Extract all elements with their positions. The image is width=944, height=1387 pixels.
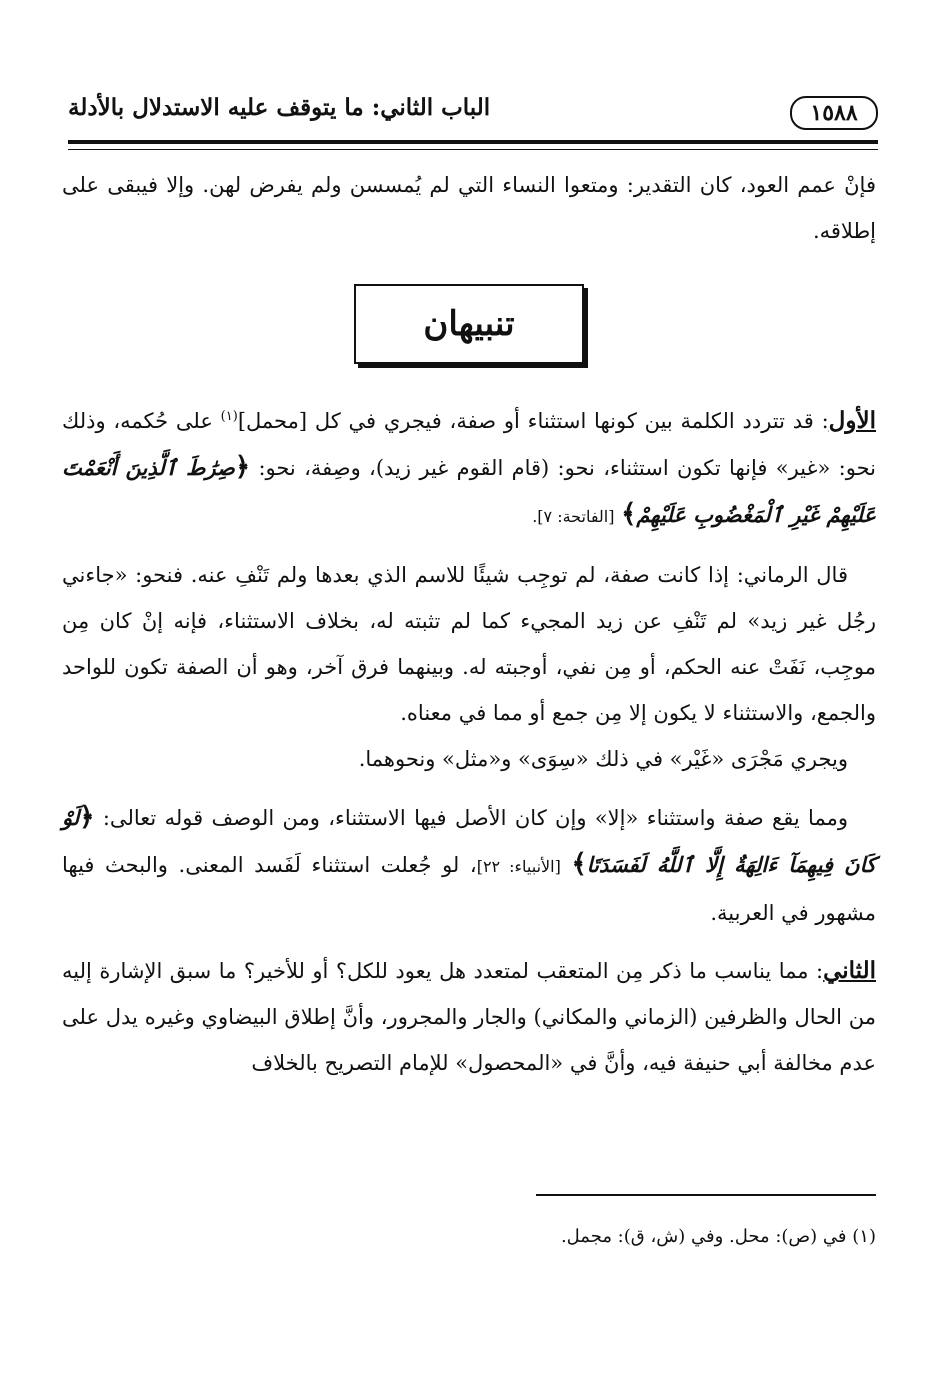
page-number: ١٥٨٨ [790, 96, 878, 130]
quran-open-bracket: ﴿ [234, 452, 251, 482]
page-header [68, 92, 878, 132]
intro-paragraph: فإنْ عمم العود، كان التقدير: ومتعوا النساء التي لم يُمسسن ولم يفرض لهن. وإلا فيبقى على إطلاقه. [62, 173, 876, 243]
footnote-rule [536, 1194, 876, 1196]
first-note [62, 398, 876, 540]
rummani-section [62, 552, 876, 782]
quran-verse-anbiya: لَوْ كَانَ فِيهِمَآ ءَالِهَةٌ إِلَّا ٱللَّهُ لَفَسَدَتَا [62, 805, 876, 877]
illa-text-a: ومما يقع صفة واستثناء «إلا» وإن كان الأصل فيها الاستثناء، ومن الوصف قوله تعالى: [102, 806, 848, 830]
notice-box-wrap [62, 284, 876, 364]
rummani-paragraph: قال الرماني: إذا كانت صفة، لم توجِب شيئًا للاسم الذي بعدها ولم تَنْفِ عنه. فنحو: «جاءني رجُل غير زيد» لم تَنْفِ عن زيد المجيء كما لم تثبته له، بخلاف الاستثناء، فإنه إنْ كان مِن موجِب، نَفَتْ عنه الحكم، أو مِن نفي، أوجبته له. وبينهما فرق آخر، وهو أن الصفة تكون للواحد والجمع، والاستثناء لا يكون إلا مِن جمع أو مما في معناه. [62, 563, 876, 725]
first-note-para-1 [62, 398, 876, 540]
illa-paragraph [62, 794, 876, 936]
first-note-text-b: على حُكمه، وذلك نحو: «غير» فإنها تكون استثناء، نحو: (قام القوم غير زيد)، وصِفة، نحو: [62, 409, 876, 480]
second-note-paragraph [62, 948, 876, 1086]
header-rule-thin [68, 149, 878, 150]
second-note-lead: الثاني [823, 957, 876, 984]
notice-title-box: تنبيهان [354, 284, 584, 364]
first-note-text-a: : قد تتردد الكلمة بين كونها استثناء أو صفة، فيجري في كل [محمل] [237, 409, 829, 433]
chapter-title: الباب الثاني: ما يتوقف عليه الاستدلال بالأدلة [68, 94, 491, 121]
quran-verse-fatiha: صِرَٰطَ ٱلَّذِينَ أَنْعَمْتَ عَلَيْهِمْ غَيْرِ ٱلْمَغْضُوبِ عَلَيْهِمْ [62, 455, 876, 527]
page-body [62, 162, 876, 1098]
ghair-paragraph: ويجري مَجْرَى «غَيْر» في ذلك «سِوَى» و«مثل» ونحوهما. [358, 747, 848, 771]
quran-open-bracket-2: ﴿ [79, 802, 95, 832]
second-note [62, 948, 876, 1086]
footnote-1: (١) في (ص): محل. وفي (ش، ق): مجمل. [560, 1226, 876, 1247]
quran-ref-anbiya: [الأنبياء: ٢٢] [476, 857, 561, 876]
quran-close-bracket-2: ﴾ [571, 849, 587, 879]
header-rule-thick [68, 140, 878, 144]
illa-section [62, 794, 876, 936]
quran-ref-fatiha: [الفاتحة: ٧]. [532, 507, 615, 526]
quran-close-bracket: ﴾ [621, 499, 637, 529]
footnote-marker[interactable]: (١) [220, 409, 238, 424]
second-note-text: : مما يناسب ما ذكر مِن المتعقب لمتعدد هل يعود للكل؟ أو للأخير؟ ما سبق الإشارة إليه من الحال والظرفين (الزماني والمكاني) والجار والمجرور، وأنَّ إطلاق البيضاوي وغيره يدل على عدم مخالفة أبي حنيفة فيه، وأنَّ في «المحصول» للإمام التصريح بالخلاف [62, 959, 876, 1075]
first-note-lead: الأول [828, 407, 876, 434]
illa-text-b: ، لو جُعلت استثناء لَفَسد المعنى. والبحث فيها مشهور في العربية. [62, 853, 876, 925]
